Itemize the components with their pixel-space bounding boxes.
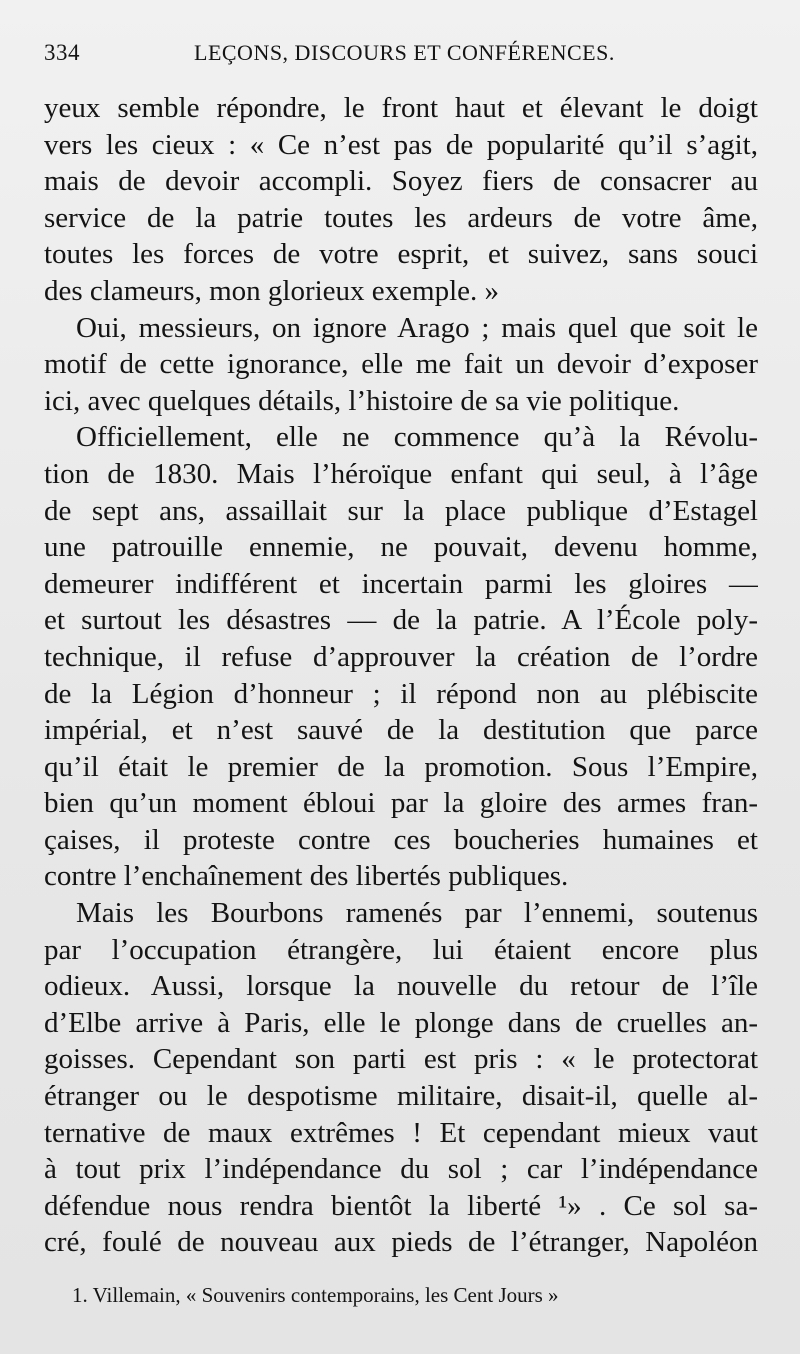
text-line: demeurer indifférent et incertain parmi les gloires — [44, 567, 758, 600]
text-line: d’Elbe arrive à Paris, elle le plonge dans de cruelles an- [44, 1006, 758, 1039]
text-line: de la Légion d’honneur ; il répond non au plébiscite [44, 677, 758, 710]
text-line: technique, il refuse d’approuver la création de l’ordre [44, 640, 758, 673]
text-line: tion de 1830. Mais l’héroïque enfant qui seul, à l’âge [44, 457, 758, 490]
text-line: impérial, et n’est sauvé de la destitution que parce [44, 714, 758, 747]
text-line: contre l’enchaînement des libertés publiques. [44, 860, 569, 893]
text-line: çaises, il proteste contre ces boucheries humaines et [44, 823, 758, 856]
text-line: yeux semble répondre, le front haut et élevant le doigt [44, 92, 758, 124]
text-line: ternative de maux extrêmes ! Et cependant mieux vaut [44, 1116, 758, 1149]
text-line: défendue nous rendra bientôt la liberté ¹» . Ce sol sa- [44, 1189, 758, 1222]
text-line: toutes les forces de votre esprit, et suivez, sans souci [44, 238, 758, 271]
text-line: de sept ans, assaillait sur la place publique d’Estagel [44, 494, 758, 527]
text-line: odieux. Aussi, lorsque la nouvelle du retour de l’île [44, 970, 758, 1003]
text-line: à tout prix l’indépendance du sol ; car l’indépendance [44, 1153, 758, 1186]
text-line: ici, avec quelques détails, l’histoire de sa vie politique. [44, 384, 680, 417]
text-line: bien qu’un moment ébloui par la gloire des armes fran- [44, 787, 758, 820]
text-line: et surtout les désastres — de la patrie. A l’École poly- [44, 604, 758, 637]
text-line: qu’il était le premier de la promotion. Sous l’Empire, [44, 750, 758, 783]
text-line: mais de devoir accompli. Soyez fiers de consacrer au [44, 165, 758, 198]
text-line: goisses. Cependant son parti est pris : « le protectorat [44, 1043, 758, 1076]
text-line: service de la patrie toutes les ardeurs de votre âme, [44, 201, 758, 234]
text-line: une patrouille ennemie, ne pouvait, devenu homme, [44, 531, 758, 564]
text-line: étranger ou le despotisme militaire, disait-il, quelle al- [44, 1080, 758, 1113]
text-line: Officiellement, elle ne commence qu’à la Révolu- [76, 421, 758, 454]
running-title: LEÇONS, DISCOURS ET CONFÉRENCES. [194, 40, 615, 65]
body-text [44, 90, 758, 1261]
text-line: Mais les Bourbons ramenés par l’ennemi, soutenus [76, 897, 758, 930]
text-line: cré, foulé de nouveau aux pieds de l’étranger, Napoléon [44, 1226, 758, 1259]
footnote: 1. Villemain, « Souvenirs contemporains, les Cent Jours » [72, 1283, 559, 1307]
text-line: motif de cette ignorance, elle me fait un devoir d’exposer [44, 348, 758, 381]
running-head [44, 40, 758, 90]
text-line: par l’occupation étrangère, lui étaient encore plus [44, 933, 758, 966]
page-number: 334 [44, 40, 80, 65]
text-line: vers les cieux : « Ce n’est pas de popularité qu’il s’agit, [44, 128, 758, 161]
text-line: des clameurs, mon glorieux exemple. » [44, 274, 500, 307]
text-line: Oui, messieurs, on ignore Arago ; mais quel que soit le [76, 311, 758, 344]
